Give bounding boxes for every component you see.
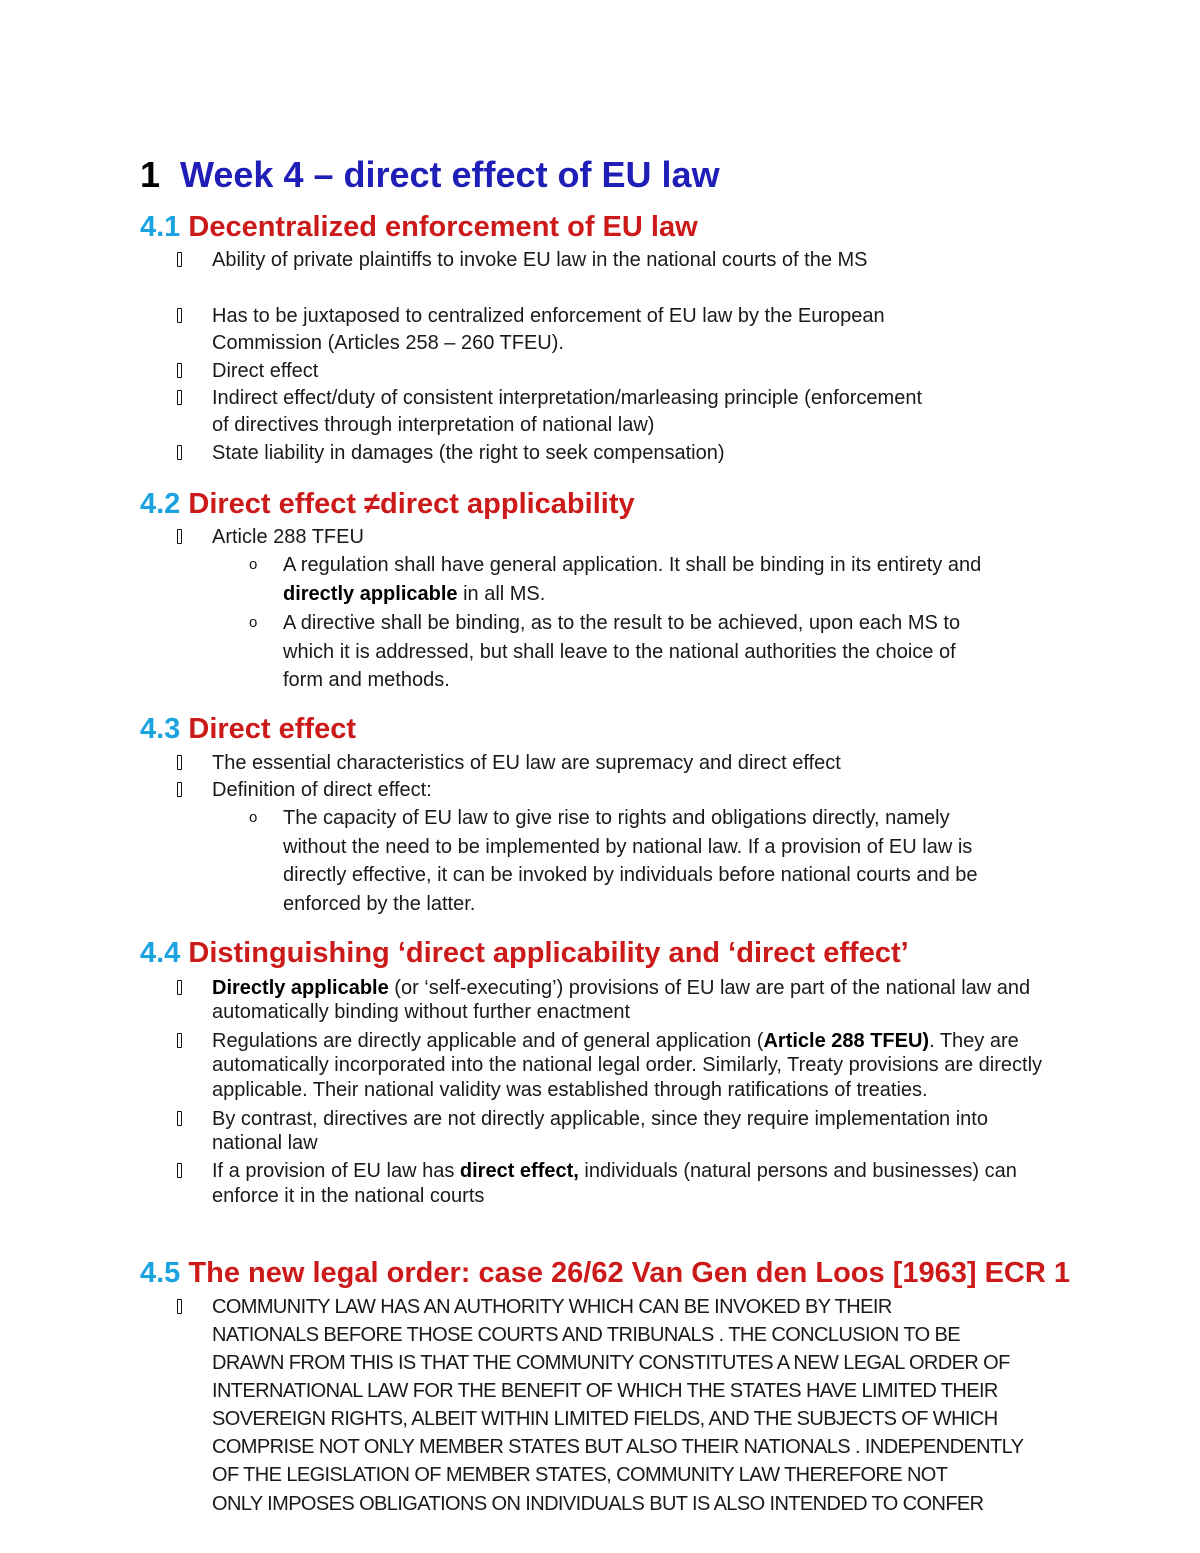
list-item-continuation: INTERNATIONAL LAW FOR THE BENEFIT OF WHICH THE STATES HAVE LIMITED THEIR [212,1380,998,1402]
section-title: Direct effect [188,713,357,745]
list-item-continuation: OF THE LEGISLATION OF MEMBER STATES, COMMUNITY LAW THEREFORE NOT [212,1464,948,1486]
bullet-box-icon [177,308,182,323]
sub-list-item-continuation: enforced by the latter. [283,893,476,915]
section-number: 4.2 [140,488,181,520]
list-item-continuation: automatically incorporated into the national legal order. Similarly, Treaty provisions are directly [212,1054,1043,1076]
sub-list-item: A directive shall be binding, as to the result to be achieved, upon each MS to [283,612,961,634]
section-heading-4-2 [140,487,635,521]
list-item-continuation: ONLY IMPOSES OBLIGATIONS ON INDIVIDUALS BUT IS ALSO INTENDED TO CONFER [212,1493,984,1515]
bullet-box-icon [177,363,182,378]
sub-bullet-marker: o [249,556,258,573]
section-heading-4-4 [140,936,909,970]
bullet-box-icon [177,980,182,995]
list-item: Direct effect [212,360,319,382]
list-item: COMMUNITY LAW HAS AN AUTHORITY WHICH CAN BE INVOKED BY THEIR [212,1296,892,1318]
bullet-box-icon [177,390,182,405]
section-heading-4-5 [140,1256,1070,1290]
list-item: Definition of direct effect: [212,779,432,801]
text: in all MS. [457,583,546,605]
bullet-box-icon [177,445,182,460]
sub-bullet-marker: o [249,809,258,826]
list-item [212,1157,1017,1185]
section-heading-4-1 [140,210,698,244]
list-item-continuation: NATIONALS BEFORE THOSE COURTS AND TRIBUNALS . THE CONCLUSION TO BE [212,1324,960,1346]
section-heading-4-3 [140,712,356,746]
text: (or ‘self-executing’) provisions of EU law are part of the national law and [388,977,1031,999]
text: Regulations are directly applicable and of general application ( [212,1030,764,1052]
bullet-box-icon [177,1299,182,1314]
list-item: State liability in damages (the right to seek compensation) [212,442,725,464]
sub-list-item-continuation: directly effective, it can be invoked by individuals before national courts and be [283,864,978,886]
section-title: The new legal order: case 26/62 Van Gen den Loos [1963] ECR 1 [188,1257,1070,1289]
bullet-box-icon [177,782,182,797]
section-number: 4.4 [140,937,181,969]
text: individuals (natural persons and businesses) can [578,1160,1017,1182]
bold-text: direct effect, [459,1160,579,1182]
list-item-continuation: SOVEREIGN RIGHTS, ALBEIT WITHIN LIMITED FIELDS, AND THE SUBJECTS OF WHICH [212,1408,998,1430]
list-item-continuation: enforce it in the national courts [212,1185,485,1207]
bold-text: Article 288 TFEU) [763,1030,930,1052]
section-title: Decentralized enforcement of EU law [188,211,698,243]
list-item-continuation: COMPRISE NOT ONLY MEMBER STATES BUT ALSO THEIR NATIONALS . INDEPENDENTLY [212,1436,1024,1458]
bullet-box-icon [177,1111,182,1126]
bullet-box-icon [177,1163,182,1178]
text: . They are [929,1030,1019,1052]
list-item-continuation: of directives through interpretation of national law) [212,414,655,436]
section-number: 4.5 [140,1257,181,1289]
bullet-box-icon [177,755,182,770]
bullet-box-icon [177,252,182,267]
page-title [140,155,720,195]
list-item-continuation: applicable. Their national validity was established through ratifications of treaties. [212,1079,928,1101]
bold-text: directly applicable [283,583,458,605]
list-item: Has to be juxtaposed to centralized enforcement of EU law by the European [212,305,885,327]
bullet-box-icon [177,1033,182,1048]
sub-list-item-continuation: form and methods. [283,669,450,691]
list-item: The essential characteristics of EU law are supremacy and direct effect [212,752,841,774]
title-number: 1 [140,154,161,195]
title-text: Week 4 – direct effect of EU law [180,154,720,195]
sub-list-item: The capacity of EU law to give rise to rights and obligations directly, namely [283,807,950,829]
list-item-continuation: DRAWN FROM THIS IS THAT THE COMMUNITY CONSTITUTES A NEW LEGAL ORDER OF [212,1352,1010,1374]
text: If a provision of EU law has [212,1160,460,1182]
sub-list-item: A regulation shall have general application. It shall be binding in its entirety and [283,554,982,576]
list-item-continuation: national law [212,1132,318,1154]
list-item: Ability of private plaintiffs to invoke EU law in the national courts of the MS [212,249,868,271]
bold-text: Directly applicable [212,977,389,999]
section-title: Distinguishing ‘direct applicability and ‘direct effect’ [188,937,909,969]
sub-list-item-continuation [283,580,545,608]
sub-list-item-continuation: without the need to be implemented by national law. If a provision of EU law is [283,836,973,858]
section-title: Direct effect ≠direct applicability [188,488,635,520]
section-number: 4.3 [140,713,181,745]
list-item: By contrast, directives are not directly applicable, since they require implementation into [212,1108,988,1130]
list-item: Article 288 TFEU [212,526,364,548]
list-item-continuation: Commission (Articles 258 – 260 TFEU). [212,332,564,354]
list-item-continuation: automatically binding without further enactment [212,1001,631,1023]
list-item: Indirect effect/duty of consistent interpretation/marleasing principle (enforcement [212,387,922,409]
sub-list-item-continuation: which it is addressed, but shall leave to the national authorities the choice of [283,641,956,663]
sub-bullet-marker: o [249,614,258,631]
section-number: 4.1 [140,211,181,243]
bullet-box-icon [177,529,182,544]
